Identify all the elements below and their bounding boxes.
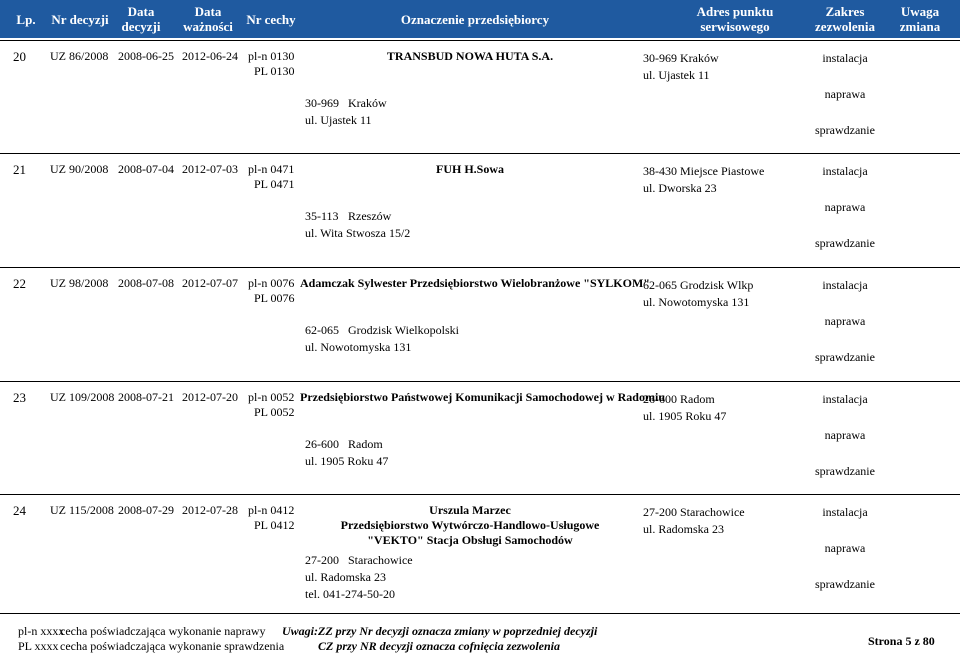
row-cecha-naprawy: pl-n 0076 (248, 276, 295, 290)
row-scope-instalacja: instalacja (822, 392, 868, 406)
row-divider (0, 153, 960, 154)
header-zakres: Zakres zezwolenia (815, 4, 875, 34)
row-company-name: Adamczak Sylwester Przedsiębiorstwo Wielobranżowe "SYLKOM" (300, 276, 650, 290)
row-lp: 23 (13, 390, 26, 405)
row-lp: 22 (13, 276, 26, 291)
header-lp: Lp. (16, 11, 36, 27)
page-number: Strona 5 z 80 (868, 634, 935, 648)
row-company-name: Przedsiębiorstwo Państwowej Komunikacji Samochodowej w Radomiu (300, 390, 665, 404)
row-divider (0, 267, 960, 268)
row-data-decyzji: 2008-07-21 (118, 390, 174, 404)
row-address-city: Grodzisk Wielkopolski (348, 323, 459, 337)
row-company-name: "VEKTO" Stacja Obsługi Samochodów (367, 533, 573, 547)
note-2: CZ przy NR decyzji oznacza cofnięcia zezwolenia (318, 639, 560, 653)
notes-label: Uwagi: (282, 624, 318, 638)
row-company-name: TRANSBUD NOWA HUTA S.A. (386, 49, 554, 63)
row-nr-decyzji: UZ 90/2008 (50, 162, 109, 176)
row-lp: 24 (13, 503, 26, 518)
row-scope-instalacja: instalacja (822, 164, 868, 178)
row-company-name: Urszula Marzec (429, 503, 511, 517)
row-scope-naprawa: naprawa (824, 87, 866, 101)
row-company-name: FUH H.Sowa (435, 162, 504, 176)
row-service-city: 30-969 Kraków (643, 51, 719, 65)
row-data-waznosci: 2012-07-20 (182, 390, 238, 404)
row-service-street: ul. 1905 Roku 47 (643, 409, 727, 423)
row-scope-naprawa: naprawa (824, 314, 866, 328)
row-lp: 20 (13, 49, 26, 64)
row-service-city: 62-065 Grodzisk Wlkp (643, 278, 754, 292)
row-scope-naprawa: naprawa (824, 428, 866, 442)
legend-1-code: pl-n xxxx (18, 624, 65, 638)
row-address-city: Kraków (348, 96, 387, 110)
row-scope-sprawdzanie: sprawdzanie (815, 350, 875, 364)
row-data-waznosci: 2012-07-03 (182, 162, 238, 176)
row-scope-sprawdzanie: sprawdzanie (815, 236, 875, 250)
row-service-street: ul. Dworska 23 (643, 181, 717, 195)
row-address-city: Starachowice (348, 553, 413, 567)
row-cecha-sprawdzenia: PL 0130 (254, 64, 295, 78)
row-address-line: ul. Radomska 23 (305, 570, 386, 584)
note-1: ZZ przy Nr decyzji oznacza zmiany w poprzedniej decyzji (318, 624, 598, 638)
row-cecha-naprawy: pl-n 0052 (248, 390, 295, 404)
table-header (0, 0, 960, 38)
row-scope-sprawdzanie: sprawdzanie (815, 464, 875, 478)
row-scope-instalacja: instalacja (822, 278, 868, 292)
row-nr-decyzji: UZ 86/2008 (50, 49, 109, 63)
row-cecha-sprawdzenia: PL 0412 (254, 518, 295, 532)
row-scope-instalacja: instalacja (822, 51, 868, 65)
row-data-decyzji: 2008-07-04 (118, 162, 174, 176)
row-cecha-naprawy: pl-n 0471 (248, 162, 295, 176)
legend-2-text: cecha poświadczająca wykonanie sprawdzenia (60, 639, 285, 653)
row-service-city: 38-430 Miejsce Piastowe (643, 164, 765, 178)
row-service-city: 26-600 Radom (643, 392, 715, 406)
header-nr-decyzji: Nr decyzji (51, 11, 109, 27)
row-cecha-naprawy: pl-n 0412 (248, 503, 295, 517)
row-company-name: Przedsiębiorstwo Wytwórczo-Handlowo-Usługowe (340, 518, 600, 532)
row-address-line: ul. Ujastek 11 (305, 113, 372, 127)
row-address-code: 62-065 (305, 323, 339, 337)
row-address-code: 26-600 (305, 437, 339, 451)
row-service-street: ul. Ujastek 11 (643, 68, 710, 82)
row-cecha-sprawdzenia: PL 0052 (254, 405, 295, 419)
row-cecha-naprawy: pl-n 0130 (248, 49, 295, 63)
header-adres: Adres punktu serwisowego (696, 4, 774, 34)
row-cecha-sprawdzenia: PL 0076 (254, 291, 295, 305)
row-scope-instalacja: instalacja (822, 505, 868, 519)
header-uwaga: Uwaga zmiana (899, 4, 941, 34)
row-data-waznosci: 2012-07-28 (182, 503, 238, 517)
row-address-city: Radom (348, 437, 383, 451)
row-address-code: 30-969 (305, 96, 339, 110)
row-data-decyzji: 2008-07-08 (118, 276, 174, 290)
row-address-code: 27-200 (305, 553, 339, 567)
row-data-waznosci: 2012-07-07 (182, 276, 238, 290)
row-address-line: ul. Wita Stwosza 15/2 (305, 226, 411, 240)
row-address-line: tel. 041-274-50-20 (305, 587, 395, 601)
row-nr-decyzji: UZ 109/2008 (50, 390, 115, 404)
header-nr-cechy: Nr cechy (246, 11, 296, 27)
row-scope-naprawa: naprawa (824, 200, 866, 214)
row-service-street: ul. Radomska 23 (643, 522, 724, 536)
row-address-line: ul. Nowotomyska 131 (305, 340, 412, 354)
row-address-code: 35-113 (305, 209, 339, 223)
row-service-street: ul. Nowotomyska 131 (643, 295, 750, 309)
row-address-city: Rzeszów (348, 209, 392, 223)
row-data-decyzji: 2008-06-25 (118, 49, 174, 63)
row-lp: 21 (13, 162, 26, 177)
row-nr-decyzji: UZ 98/2008 (50, 276, 109, 290)
row-divider (0, 494, 960, 495)
header-data-waznosci: Data ważności (183, 4, 233, 34)
row-divider (0, 40, 960, 41)
footer-divider (0, 613, 960, 614)
legend-1-text: cecha poświadczająca wykonanie naprawy (60, 624, 266, 638)
row-divider (0, 381, 960, 382)
row-scope-naprawa: naprawa (824, 541, 866, 555)
row-service-city: 27-200 Starachowice (643, 505, 745, 519)
row-data-decyzji: 2008-07-29 (118, 503, 174, 517)
row-scope-sprawdzanie: sprawdzanie (815, 123, 875, 137)
row-nr-decyzji: UZ 115/2008 (50, 503, 114, 517)
row-data-waznosci: 2012-06-24 (182, 49, 238, 63)
row-cecha-sprawdzenia: PL 0471 (254, 177, 295, 191)
header-oznaczenie: Oznaczenie przedsiębiorcy (400, 11, 550, 27)
header-data-decyzji: Data decyzji (121, 4, 161, 34)
row-scope-sprawdzanie: sprawdzanie (815, 577, 875, 591)
legend-2-code: PL xxxx (18, 639, 59, 653)
row-address-line: ul. 1905 Roku 47 (305, 454, 389, 468)
